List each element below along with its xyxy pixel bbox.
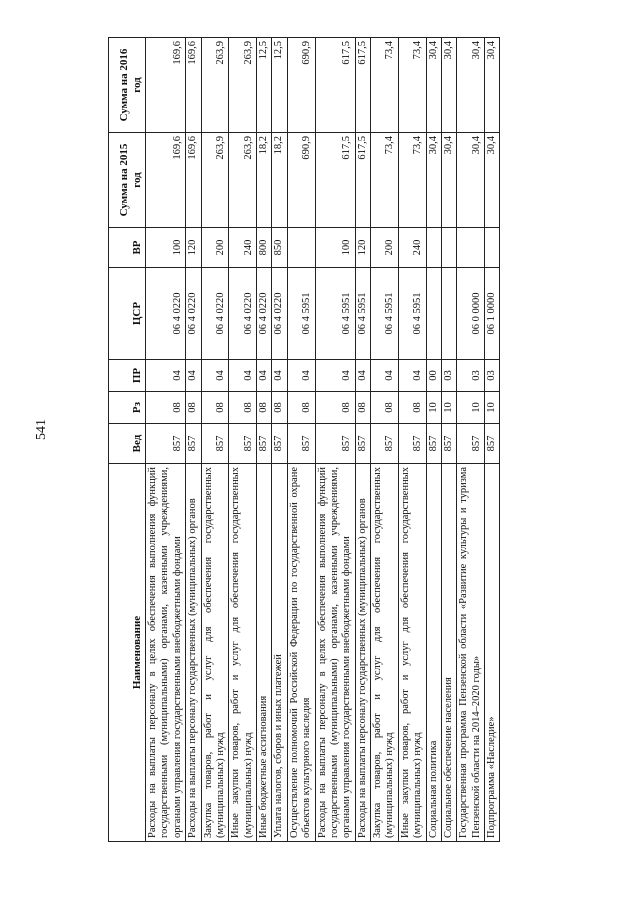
- cell-name: Государственная программа Пензенской области «Развитие культуры и туризма Пензенской области на 2014–2020 годы»: [457, 464, 485, 842]
- cell-sum-2016: 30,4: [441, 38, 456, 133]
- cell-ved: 857: [315, 424, 355, 464]
- cell-csr: 06 4 5951: [371, 268, 399, 360]
- cell-sum-2016: 73,4: [371, 38, 399, 133]
- table-row: [186, 38, 201, 842]
- table-row: [441, 38, 456, 842]
- cell-name: Иные закупки товаров, работ и услуг для обеспечения государственных (муниципальных) нужд: [398, 464, 426, 842]
- cell-rz: 08: [229, 392, 257, 424]
- table-row: [371, 38, 399, 842]
- cell-csr: 06 4 0220: [201, 268, 229, 360]
- cell-sum-2015: 690,9: [287, 133, 315, 228]
- cell-rz: 10: [457, 392, 485, 424]
- cell-sum-2016: 690,9: [287, 38, 315, 133]
- cell-pr: 04: [315, 360, 355, 392]
- cell-rz: 08: [355, 392, 370, 424]
- cell-sum-2015: 169,6: [186, 133, 201, 228]
- table-row: [146, 38, 186, 842]
- cell-name: Закупка товаров, работ и услуг для обеспечения государственных (муниципальных) нужд: [201, 464, 229, 842]
- cell-name: Социальное обеспечение населения: [441, 464, 456, 842]
- cell-vr: 120: [186, 228, 201, 268]
- table-row: [457, 38, 485, 842]
- cell-rz: 08: [272, 392, 287, 424]
- cell-ved: 857: [272, 424, 287, 464]
- cell-ved: 857: [355, 424, 370, 464]
- cell-sum-2015: 30,4: [485, 133, 500, 228]
- cell-pr: 03: [457, 360, 485, 392]
- page-number: 541: [34, 419, 49, 440]
- cell-pr: 04: [371, 360, 399, 392]
- cell-vr: 200: [371, 228, 399, 268]
- cell-sum-2015: 30,4: [441, 133, 456, 228]
- cell-name: Закупка товаров, работ и услуг для обеспечения государственных (муниципальных) нужд: [371, 464, 399, 842]
- cell-sum-2016: 30,4: [426, 38, 441, 133]
- cell-csr: 06 4 0220: [186, 268, 201, 360]
- cell-vr: [441, 228, 456, 268]
- cell-ved: 857: [441, 424, 456, 464]
- cell-ved: 857: [229, 424, 257, 464]
- cell-rz: 08: [257, 392, 272, 424]
- cell-pr: 00: [426, 360, 441, 392]
- cell-csr: 06 4 0220: [229, 268, 257, 360]
- cell-sum-2016: 30,4: [485, 38, 500, 133]
- cell-name: Расходы на выплаты персоналу государственных (муниципальных) органов: [186, 464, 201, 842]
- cell-sum-2016: 12,5: [257, 38, 272, 133]
- cell-sum-2016: 169,6: [186, 38, 201, 133]
- cell-ved: 857: [146, 424, 186, 464]
- cell-name: Расходы на выплаты персоналу в целях обеспечения выполнения функций государственными (муниципальными) органами, казенными учреждениями, органами управления государственными внебюджетными фондами: [146, 464, 186, 842]
- header-pr: ПР: [109, 360, 146, 392]
- table-row: [201, 38, 229, 842]
- table-row: [398, 38, 426, 842]
- header-sum-2016: Сумма на 2016 год: [109, 38, 146, 133]
- cell-pr: 04: [355, 360, 370, 392]
- cell-pr: 04: [257, 360, 272, 392]
- cell-sum-2016: 30,4: [457, 38, 485, 133]
- cell-sum-2016: 617,5: [315, 38, 355, 133]
- header-row: [109, 38, 146, 842]
- cell-pr: 03: [485, 360, 500, 392]
- cell-vr: [457, 228, 485, 268]
- cell-rz: 10: [426, 392, 441, 424]
- cell-csr: 06 4 5951: [315, 268, 355, 360]
- header-vr: ВР: [109, 228, 146, 268]
- cell-rz: 10: [441, 392, 456, 424]
- table-row: [229, 38, 257, 842]
- cell-rz: 08: [371, 392, 399, 424]
- cell-name: Расходы на выплаты персоналу в целях обеспечения выполнения функций государственными (муниципальными) органами, казенными учреждениями, органами управления государственными внебюджетными фондами: [315, 464, 355, 842]
- cell-ved: 857: [186, 424, 201, 464]
- cell-vr: 240: [229, 228, 257, 268]
- cell-sum-2016: 12,5: [272, 38, 287, 133]
- cell-name: Иные закупки товаров, работ и услуг для обеспечения государственных (муниципальных) нужд: [229, 464, 257, 842]
- cell-csr: 06 1 0000: [485, 268, 500, 360]
- cell-rz: 08: [201, 392, 229, 424]
- cell-sum-2015: 263,9: [229, 133, 257, 228]
- cell-name: Уплата налогов, сборов и иных платежей: [272, 464, 287, 842]
- cell-rz: 08: [398, 392, 426, 424]
- cell-sum-2015: 30,4: [457, 133, 485, 228]
- cell-sum-2015: 18,2: [272, 133, 287, 228]
- cell-sum-2016: 263,9: [229, 38, 257, 133]
- cell-sum-2016: 169,6: [146, 38, 186, 133]
- cell-rz: 08: [287, 392, 315, 424]
- table-row: [272, 38, 287, 842]
- cell-csr: 06 4 5951: [355, 268, 370, 360]
- cell-vr: 850: [272, 228, 287, 268]
- cell-csr: 06 4 0220: [257, 268, 272, 360]
- cell-pr: 04: [186, 360, 201, 392]
- cell-sum-2016: 73,4: [398, 38, 426, 133]
- cell-ved: 857: [371, 424, 399, 464]
- cell-ved: 857: [257, 424, 272, 464]
- cell-name: Иные бюджетные ассигнования: [257, 464, 272, 842]
- cell-vr: [287, 228, 315, 268]
- cell-sum-2015: 263,9: [201, 133, 229, 228]
- header-name: Наименование: [109, 464, 146, 842]
- table-row: [287, 38, 315, 842]
- cell-pr: 03: [441, 360, 456, 392]
- cell-name: Осуществление полномочий Российской Федерации по государственной охране объектов культурного наследия: [287, 464, 315, 842]
- cell-csr: 06 4 0220: [146, 268, 186, 360]
- cell-csr: 06 4 5951: [398, 268, 426, 360]
- cell-sum-2015: 30,4: [426, 133, 441, 228]
- cell-rz: 08: [186, 392, 201, 424]
- cell-name: Расходы на выплаты персоналу государственных (муниципальных) органов: [355, 464, 370, 842]
- cell-pr: 04: [398, 360, 426, 392]
- table-row: [315, 38, 355, 842]
- cell-ved: 857: [457, 424, 485, 464]
- cell-ved: 857: [287, 424, 315, 464]
- cell-sum-2015: 18,2: [257, 133, 272, 228]
- cell-sum-2015: 617,5: [315, 133, 355, 228]
- cell-csr: [441, 268, 456, 360]
- cell-pr: 04: [272, 360, 287, 392]
- table-body: [146, 38, 500, 842]
- cell-ved: 857: [426, 424, 441, 464]
- table-row: [355, 38, 370, 842]
- cell-vr: 240: [398, 228, 426, 268]
- cell-ved: 857: [485, 424, 500, 464]
- cell-name: Подпрограмма «Наследие»: [485, 464, 500, 842]
- cell-rz: 10: [485, 392, 500, 424]
- table-row: [426, 38, 441, 842]
- cell-csr: 06 4 0220: [272, 268, 287, 360]
- cell-sum-2016: 617,5: [355, 38, 370, 133]
- cell-csr: 06 0 0000: [457, 268, 485, 360]
- budget-table: [108, 37, 500, 842]
- rotated-table-container: [108, 38, 545, 842]
- cell-vr: 200: [201, 228, 229, 268]
- cell-ved: 857: [398, 424, 426, 464]
- header-csr: ЦСР: [109, 268, 146, 360]
- cell-vr: 120: [355, 228, 370, 268]
- cell-pr: 04: [287, 360, 315, 392]
- cell-rz: 08: [315, 392, 355, 424]
- cell-csr: [426, 268, 441, 360]
- cell-sum-2015: 617,5: [355, 133, 370, 228]
- cell-sum-2016: 263,9: [201, 38, 229, 133]
- cell-name: Социальная политика: [426, 464, 441, 842]
- table-row: [257, 38, 272, 842]
- cell-sum-2015: 73,4: [371, 133, 399, 228]
- cell-sum-2015: 73,4: [398, 133, 426, 228]
- cell-sum-2015: 169,6: [146, 133, 186, 228]
- cell-csr: 06 4 5951: [287, 268, 315, 360]
- cell-vr: 100: [146, 228, 186, 268]
- cell-ved: 857: [201, 424, 229, 464]
- cell-pr: 04: [146, 360, 186, 392]
- cell-pr: 04: [201, 360, 229, 392]
- cell-rz: 08: [146, 392, 186, 424]
- cell-pr: 04: [229, 360, 257, 392]
- cell-vr: 800: [257, 228, 272, 268]
- header-rz: Рз: [109, 392, 146, 424]
- table-row: [485, 38, 500, 842]
- header-ved: Вед: [109, 424, 146, 464]
- cell-vr: [426, 228, 441, 268]
- cell-vr: [485, 228, 500, 268]
- header-sum-2015: Сумма на 2015 год: [109, 133, 146, 228]
- cell-vr: 100: [315, 228, 355, 268]
